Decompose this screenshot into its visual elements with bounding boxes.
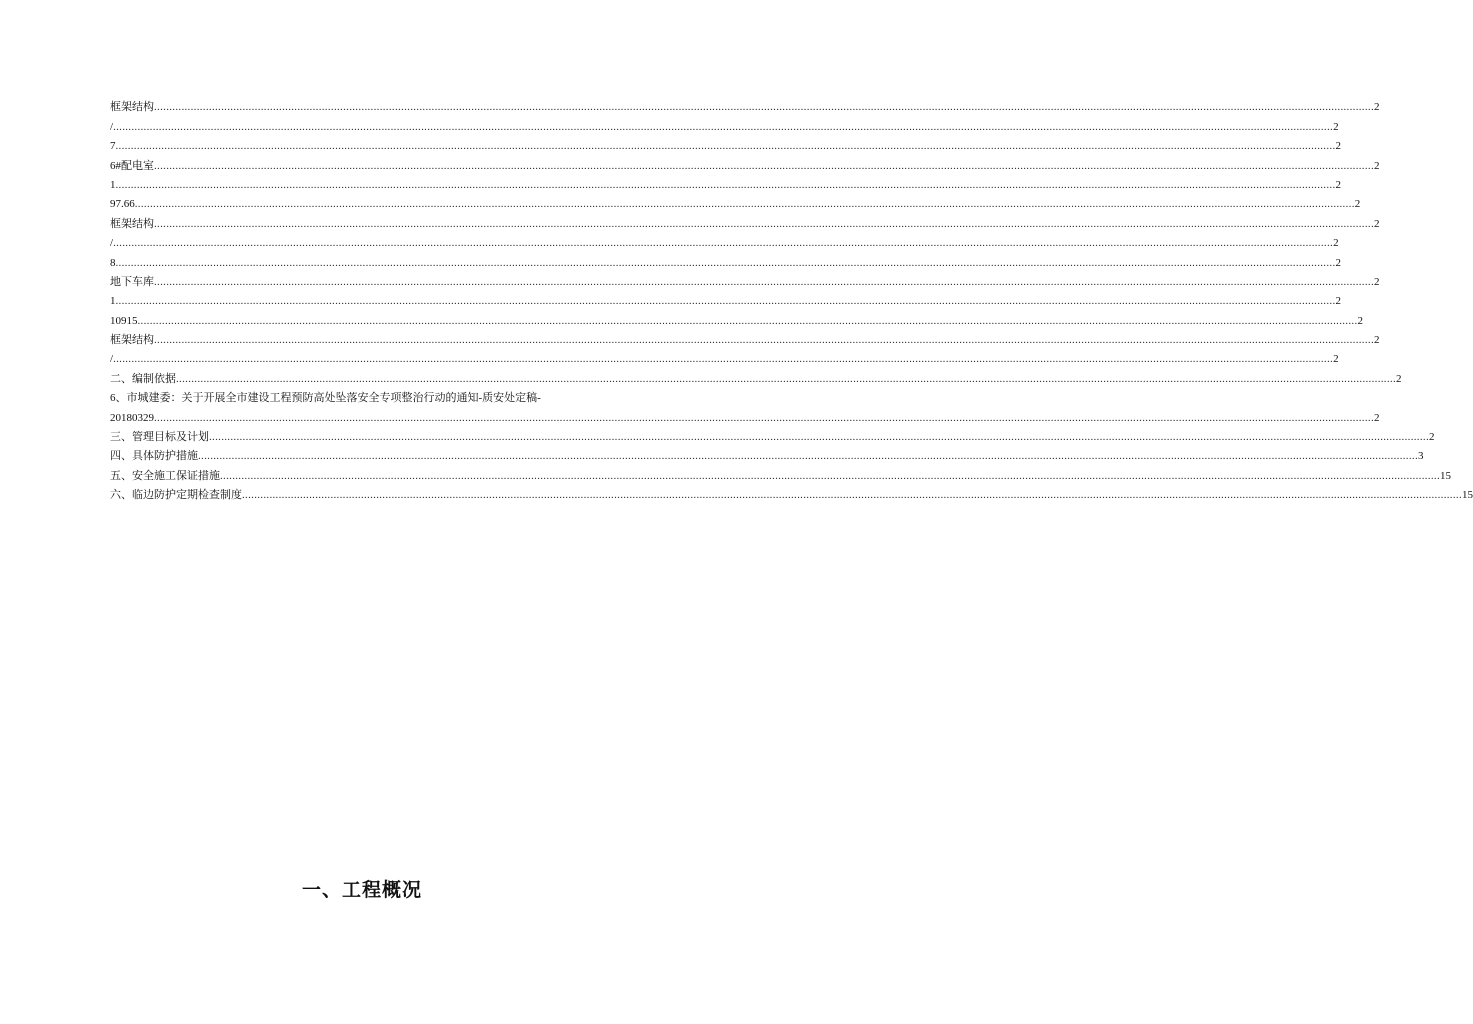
toc-entry[interactable] [110, 328, 1380, 347]
toc-entry[interactable] [110, 366, 1402, 385]
dot-leader: ................................................................................................................................................................................................................................................................................................................................................................................................................ [198, 450, 1418, 463]
dot-leader: ................................................................................................................................................................................................................................................................................................................................................................................................................ [113, 237, 1334, 250]
toc-entry-label: 地下车库 [110, 275, 154, 288]
toc-entry[interactable] [110, 444, 1424, 463]
toc-entry[interactable] [110, 270, 1380, 289]
toc-entry-label: 框架结构 [110, 101, 154, 114]
toc-entry-page: 2 [1335, 140, 1341, 153]
dot-leader: ................................................................................................................................................................................................................................................................................................................................................................................................................ [154, 411, 1374, 424]
toc-entry-label: 六、临边防护定期检查制度 [110, 489, 242, 502]
toc-entry-page: 2 [1374, 217, 1380, 230]
dot-leader: ................................................................................................................................................................................................................................................................................................................................................................................................................ [154, 101, 1374, 114]
toc-entry-page: 2 [1374, 101, 1380, 114]
toc-entry-page: 15 [1462, 489, 1473, 502]
toc-entry[interactable] [110, 153, 1380, 172]
section-heading: 一、工程概况 [301, 879, 422, 901]
toc-entry-page: 15 [1440, 469, 1451, 482]
toc-entry-label: 10915 [110, 314, 138, 327]
toc-entry-label: 8 [110, 256, 116, 269]
toc-entry-page: 2 [1335, 256, 1341, 269]
toc-entry-page: 2 [1374, 159, 1380, 172]
toc-entry[interactable] [110, 173, 1341, 192]
dot-leader: ................................................................................................................................................................................................................................................................................................................................................................................................................ [115, 295, 1336, 308]
toc-entry[interactable] [110, 231, 1339, 250]
dot-leader: ................................................................................................................................................................................................................................................................................................................................................................................................................ [113, 353, 1334, 366]
toc-entry[interactable] [110, 250, 1341, 269]
toc-entry-page: 2 [1374, 275, 1380, 288]
dot-leader: ................................................................................................................................................................................................................................................................................................................................................................................................................ [115, 178, 1336, 191]
dot-leader: ................................................................................................................................................................................................................................................................................................................................................................................................................ [154, 334, 1374, 347]
toc-entry-label: 20180329 [110, 411, 154, 424]
toc-entry[interactable] [110, 289, 1341, 308]
toc-entry[interactable] [110, 308, 1363, 327]
toc-entry-label: 97.66 [110, 198, 135, 211]
toc-entry-label: 1 [110, 178, 116, 191]
dot-leader: ................................................................................................................................................................................................................................................................................................................................................................................................................ [154, 159, 1374, 172]
toc-entry-page: 2 [1333, 120, 1339, 133]
toc-entry-label: 四、具体防护措施 [110, 450, 198, 463]
dot-leader: ................................................................................................................................................................................................................................................................................................................................................................................................................ [115, 140, 1336, 153]
toc-entry-page: 2 [1374, 334, 1380, 347]
toc-entry-page: 2 [1396, 372, 1402, 385]
dot-leader: ................................................................................................................................................................................................................................................................................................................................................................................................................ [176, 372, 1396, 385]
toc-entry-label: / [110, 120, 114, 133]
toc-entry-page: 2 [1335, 178, 1341, 191]
toc-entry-page: 2 [1333, 353, 1339, 366]
toc-entry[interactable] [110, 463, 1451, 482]
dot-leader: ................................................................................................................................................................................................................................................................................................................................................................................................................ [113, 120, 1334, 133]
toc-entry-label: 7 [110, 140, 116, 153]
dot-leader: ................................................................................................................................................................................................................................................................................................................................................................................................................ [209, 431, 1429, 444]
toc-entry[interactable] [110, 114, 1339, 133]
toc-entry[interactable] [110, 192, 1361, 211]
toc-entry-label: 三、管理目标及计划 [110, 431, 209, 444]
toc-entry-page: 3 [1418, 450, 1424, 463]
toc-entry-page: 2 [1429, 431, 1435, 444]
toc-entry[interactable] [110, 405, 1380, 424]
toc-entry-page: 2 [1354, 198, 1361, 211]
dot-leader: ................................................................................................................................................................................................................................................................................................................................................................................................................ [134, 198, 1355, 211]
table-of-contents [110, 95, 1473, 502]
toc-entry[interactable] [110, 347, 1339, 366]
dot-leader: ................................................................................................................................................................................................................................................................................................................................................................................................................ [242, 489, 1462, 502]
toc-entry-page: 2 [1335, 295, 1341, 308]
dot-leader: ................................................................................................................................................................................................................................................................................................................................................................................................................ [154, 275, 1374, 288]
toc-entry-label: 框架结构 [110, 334, 154, 347]
dot-leader: ................................................................................................................................................................................................................................................................................................................................................................................................................ [154, 217, 1374, 230]
toc-entry[interactable] [110, 386, 615, 405]
dot-leader: ................................................................................................................................................................................................................................................................................................................................................................................................................ [137, 314, 1358, 327]
toc-entry-page: 2 [1333, 237, 1339, 250]
toc-entry-label: / [110, 353, 114, 366]
toc-entry-label: / [110, 237, 114, 250]
toc-entry[interactable] [110, 483, 1473, 502]
toc-entry-page: 2 [1374, 411, 1380, 424]
toc-entry[interactable] [110, 95, 1380, 114]
toc-entry-label: 6#配电室 [110, 159, 154, 172]
dot-leader: ................................................................................................................................................................................................................................................................................................................................................................................................................ [220, 469, 1440, 482]
toc-entry-page: 2 [1357, 314, 1363, 327]
toc-entry-label: 框架结构 [110, 217, 154, 230]
toc-entry-label: 6、市城建委：关于开展全市建设工程预防高处坠落安全专项整治行动的通知-质安处定稿- [110, 391, 541, 404]
toc-entry-label: 1 [110, 295, 116, 308]
dot-leader: ................................................................................................................................................................................................................................................................................................................................................................................................................ [115, 256, 1336, 269]
toc-entry[interactable] [110, 134, 1341, 153]
toc-entry[interactable] [110, 425, 1435, 444]
toc-entry-label: 五、安全施工保证措施 [110, 469, 220, 482]
toc-entry[interactable] [110, 211, 1380, 230]
toc-entry-label: 二、编制依据 [110, 372, 176, 385]
